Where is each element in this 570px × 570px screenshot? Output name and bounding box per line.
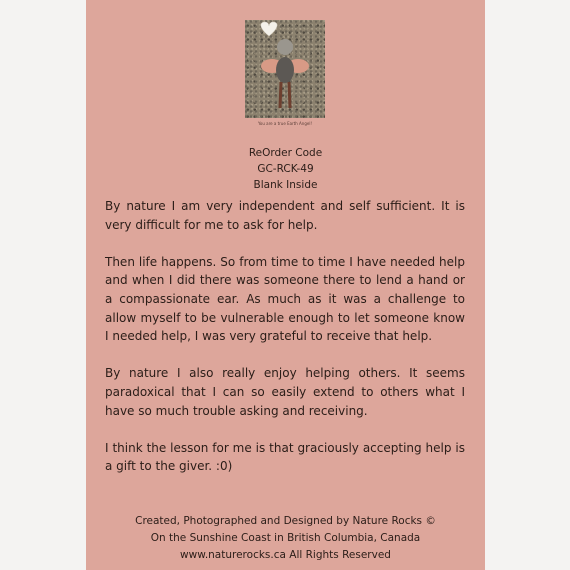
message-paragraph: By nature I also really enjoy helping others. It seems paradoxical that I can so easily extend to others what I have so much trouble asking and receiving. [105, 366, 465, 418]
card-message [105, 197, 465, 495]
stone-angel-figure [245, 20, 325, 118]
card-back [86, 0, 485, 570]
credits [86, 513, 485, 564]
photo-caption: You are a true Earth Angel! [257, 121, 313, 126]
reorder-note: Blank Inside [253, 179, 318, 191]
message-paragraph: Then life happens. So from time to time I have needed help and when I did there was someone there to lend a hand or a compassionate ear. As much as it was a challenge to allow myself to be vulnerable enough to let someone know I needed help, I was very grateful to receive that help. [105, 254, 465, 344]
message-paragraph: I think the lesson for me is that graciously accepting help is a gift to the giver. :0) [105, 440, 465, 474]
reorder-label: ReOrder Code [248, 147, 323, 159]
message-paragraph: By nature I am very independent and self sufficient. It is very difficult for me to ask for help. [105, 199, 465, 232]
credits-line-2: On the Sunshine Coast in British Columbia, Canada [150, 532, 421, 544]
reorder-info [86, 145, 485, 193]
credits-line-1: Created, Photographed and Designed by Nature Rocks © [135, 515, 436, 527]
reorder-code: GC-RCK-49 [257, 163, 314, 175]
credits-line-3: www.naturerocks.ca All Rights Reserved [180, 549, 391, 561]
earth-angel-photo [245, 20, 325, 118]
